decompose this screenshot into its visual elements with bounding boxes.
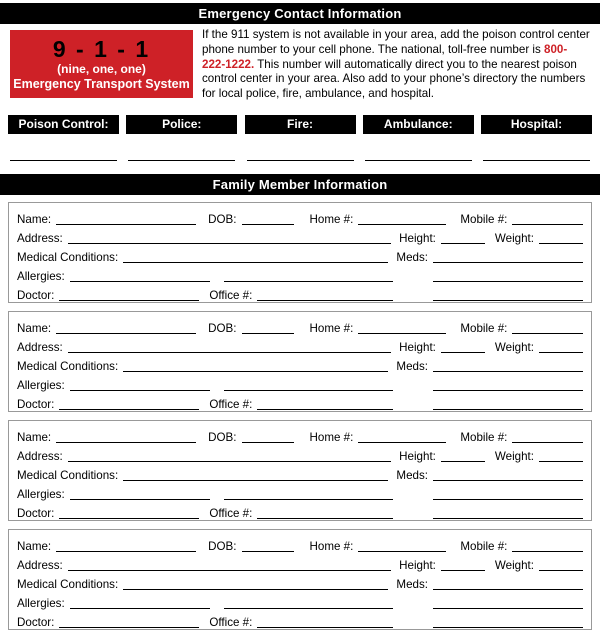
name-row <box>17 426 583 445</box>
name-row <box>17 317 583 336</box>
emergency-contacts-row <box>8 115 592 134</box>
meds-label: Meds: <box>396 468 428 482</box>
weight-line <box>539 242 583 244</box>
mobile-number-label: Mobile #: <box>460 321 508 335</box>
doctor-label: Doctor: <box>17 506 55 520</box>
medical-conditions-row <box>17 573 583 592</box>
office-number-label: Office #: <box>209 288 253 302</box>
weight-label: Weight: <box>494 340 534 354</box>
allergies-extra-line <box>224 280 393 282</box>
address-row <box>17 554 583 573</box>
name-label: Name: <box>17 430 52 444</box>
allergies-extra-line <box>224 389 393 391</box>
dob-label: DOB: <box>208 430 237 444</box>
mobile-number-label: Mobile #: <box>460 430 508 444</box>
home-number-line <box>358 223 446 225</box>
medical-conditions-label: Medical Conditions: <box>17 250 119 264</box>
emergency-form-page <box>0 3 600 630</box>
meds-extra-line <box>433 498 583 500</box>
family-member-block <box>8 311 592 412</box>
doctor-row <box>17 502 583 521</box>
address-row <box>17 227 583 246</box>
office-number-label: Office #: <box>209 615 253 629</box>
meds-extra-line <box>433 389 583 391</box>
doctor-line <box>59 299 199 301</box>
weight-label: Weight: <box>494 558 534 572</box>
name-row <box>17 208 583 227</box>
doctor-row <box>17 393 583 412</box>
allergies-line <box>70 498 210 500</box>
dob-line <box>242 223 294 225</box>
family-member-block <box>8 529 592 630</box>
contact-box-police: Police: <box>126 115 237 134</box>
hospital-blank-line <box>483 159 590 161</box>
meds-line <box>433 370 583 372</box>
meds-extra-line-2 <box>433 517 583 519</box>
address-line <box>68 242 391 244</box>
home-number-label: Home #: <box>309 212 354 226</box>
doctor-line <box>59 408 199 410</box>
allergies-extra-line <box>224 607 393 609</box>
meds-label: Meds: <box>396 250 428 264</box>
name-line <box>56 332 196 334</box>
emergency-header-bar <box>0 3 600 24</box>
allergies-label: Allergies: <box>17 487 65 501</box>
allergies-line <box>70 389 210 391</box>
meds-label: Meds: <box>396 577 428 591</box>
contact-box-hospital: Hospital: <box>481 115 592 134</box>
medical-conditions-label: Medical Conditions: <box>17 577 119 591</box>
mobile-number-line <box>512 223 583 225</box>
office-number-label: Office #: <box>209 506 253 520</box>
medical-conditions-label: Medical Conditions: <box>17 359 119 373</box>
fire-blank-line <box>247 159 354 161</box>
home-number-label: Home #: <box>309 321 354 335</box>
home-number-line <box>358 441 446 443</box>
mobile-number-line <box>512 441 583 443</box>
medical-conditions-label: Medical Conditions: <box>17 468 119 482</box>
ambulance-blank-line <box>365 159 472 161</box>
meds-extra-line-2 <box>433 626 583 628</box>
meds-line <box>433 588 583 590</box>
office-number-label: Office #: <box>209 397 253 411</box>
family-member-block <box>8 202 592 303</box>
allergies-label: Allergies: <box>17 378 65 392</box>
dob-label: DOB: <box>208 539 237 553</box>
family-member-blocks <box>8 202 592 630</box>
dob-line <box>242 550 294 552</box>
911-box <box>10 30 193 98</box>
doctor-label: Doctor: <box>17 288 55 302</box>
weight-line <box>539 351 583 353</box>
family-header-title: Family Member Information <box>212 176 388 192</box>
height-label: Height: <box>399 231 436 245</box>
doctor-row <box>17 611 583 630</box>
911-subtitle: Emergency Transport System <box>13 77 190 91</box>
doctor-line <box>59 626 199 628</box>
meds-label: Meds: <box>396 359 428 373</box>
doctor-label: Doctor: <box>17 615 55 629</box>
contact-box-fire: Fire: <box>245 115 356 134</box>
allergies-row <box>17 265 583 284</box>
address-line <box>68 351 391 353</box>
poison-info-text-after: This number will automatically direct you to the nearest poison control center in your area. Also add to your phone’s directory the numbers for local police, fire, ambulance, and hospital. <box>202 57 586 101</box>
emergency-contacts-blank-lines <box>10 159 590 161</box>
medical-conditions-line <box>123 370 388 372</box>
name-line <box>56 550 196 552</box>
name-line <box>56 441 196 443</box>
home-number-label: Home #: <box>309 430 354 444</box>
address-line <box>68 460 391 462</box>
allergies-row <box>17 483 583 502</box>
family-member-block <box>8 420 592 521</box>
mobile-number-label: Mobile #: <box>460 212 508 226</box>
height-line <box>441 242 485 244</box>
allergies-label: Allergies: <box>17 269 65 283</box>
height-line <box>441 460 485 462</box>
height-line <box>441 351 485 353</box>
dob-label: DOB: <box>208 321 237 335</box>
dob-line <box>242 441 294 443</box>
allergies-line <box>70 280 210 282</box>
mobile-number-line <box>512 550 583 552</box>
height-label: Height: <box>399 449 436 463</box>
address-row <box>17 336 583 355</box>
doctor-row <box>17 284 583 303</box>
emergency-header-title: Emergency Contact Information <box>198 6 402 21</box>
dob-line <box>242 332 294 334</box>
poison-control-blank-line <box>10 159 117 161</box>
911-words: (nine, one, one) <box>57 62 146 76</box>
address-label: Address: <box>17 449 63 463</box>
office-number-line <box>257 408 393 410</box>
doctor-line <box>59 517 199 519</box>
office-number-line <box>257 517 393 519</box>
name-row <box>17 535 583 554</box>
name-line <box>56 223 196 225</box>
mobile-number-label: Mobile #: <box>460 539 508 553</box>
meds-extra-line <box>433 280 583 282</box>
poison-info-text-before: If the 911 system is not available in your area, add the poison control center phone number to your cell phone. The national, toll-free number is <box>202 28 590 56</box>
weight-label: Weight: <box>494 231 534 245</box>
911-number: 9 - 1 - 1 <box>52 36 151 62</box>
medical-conditions-line <box>123 588 388 590</box>
home-number-label: Home #: <box>309 539 354 553</box>
address-line <box>68 569 391 571</box>
weight-line <box>539 460 583 462</box>
poison-phone-number: 800-222-1222. <box>202 42 568 71</box>
police-blank-line <box>128 159 235 161</box>
contact-box-poison-control: Poison Control: <box>8 115 119 134</box>
medical-conditions-row <box>17 355 583 374</box>
name-label: Name: <box>17 212 52 226</box>
address-row <box>17 445 583 464</box>
meds-extra-line <box>433 607 583 609</box>
height-label: Height: <box>399 558 436 572</box>
dob-label: DOB: <box>208 212 237 226</box>
allergies-line <box>70 607 210 609</box>
allergies-row <box>17 592 583 611</box>
top-section <box>10 30 590 102</box>
meds-extra-line-2 <box>433 299 583 301</box>
doctor-label: Doctor: <box>17 397 55 411</box>
height-line <box>441 569 485 571</box>
meds-extra-line-2 <box>433 408 583 410</box>
medical-conditions-row <box>17 246 583 265</box>
allergies-row <box>17 374 583 393</box>
home-number-line <box>358 550 446 552</box>
height-label: Height: <box>399 340 436 354</box>
office-number-line <box>257 626 393 628</box>
allergies-extra-line <box>224 498 393 500</box>
contact-box-ambulance: Ambulance: <box>363 115 474 134</box>
weight-label: Weight: <box>494 449 534 463</box>
meds-line <box>433 479 583 481</box>
poison-info-paragraph <box>202 28 590 102</box>
home-number-line <box>358 332 446 334</box>
mobile-number-line <box>512 332 583 334</box>
name-label: Name: <box>17 539 52 553</box>
weight-line <box>539 569 583 571</box>
allergies-label: Allergies: <box>17 596 65 610</box>
name-label: Name: <box>17 321 52 335</box>
medical-conditions-row <box>17 464 583 483</box>
medical-conditions-line <box>123 479 388 481</box>
address-label: Address: <box>17 558 63 572</box>
address-label: Address: <box>17 231 63 245</box>
medical-conditions-line <box>123 261 388 263</box>
family-header-bar <box>0 174 600 195</box>
address-label: Address: <box>17 340 63 354</box>
office-number-line <box>257 299 393 301</box>
meds-line <box>433 261 583 263</box>
